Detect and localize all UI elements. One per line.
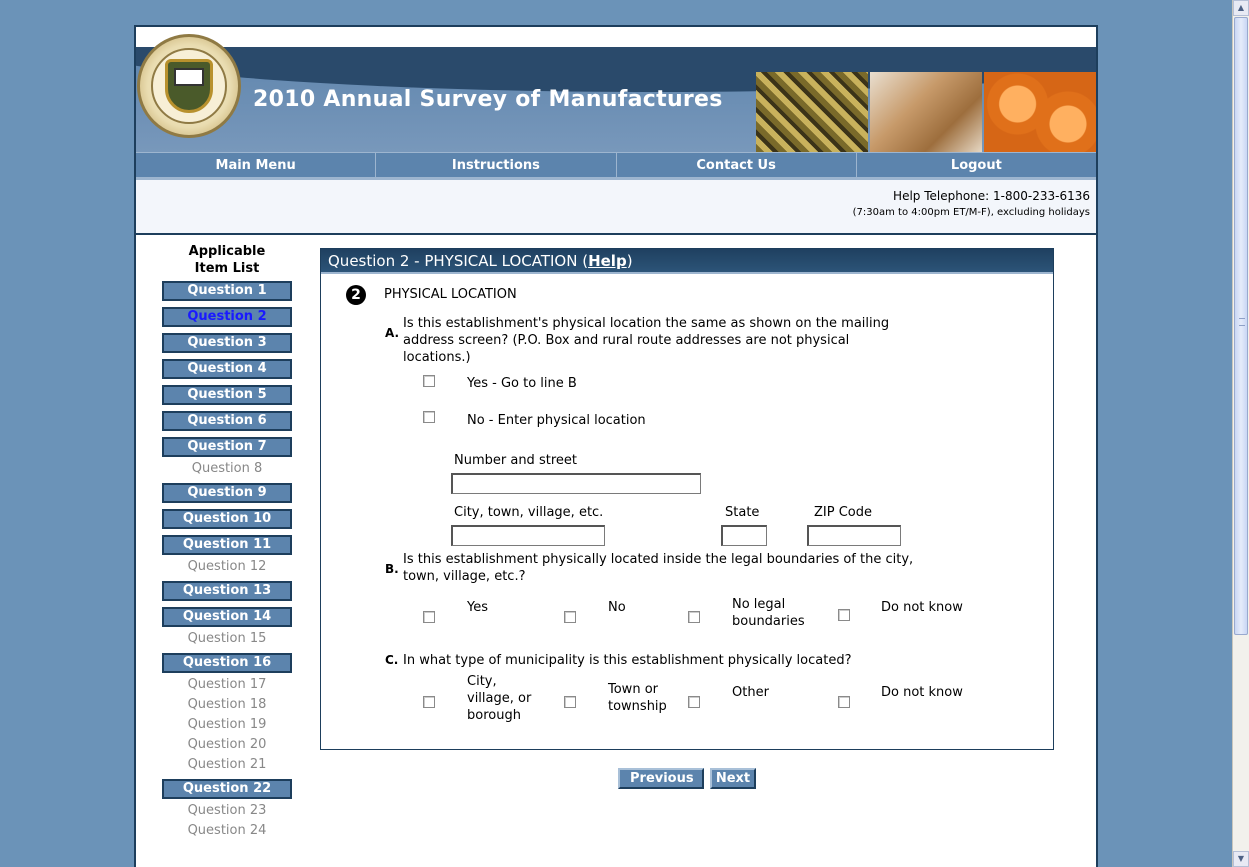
sidebar-title-line2: Item List <box>194 261 260 276</box>
part-a-yes-label: Yes - Go to line B <box>467 376 577 391</box>
sidebar-item-question-2[interactable]: Question 2 <box>162 307 292 327</box>
zip-input[interactable] <box>807 525 901 546</box>
part-b-no-legal-checkbox[interactable] <box>688 611 700 623</box>
sidebar-item-question-6[interactable]: Question 6 <box>162 411 292 431</box>
sidebar-item-question-14[interactable]: Question 14 <box>162 607 292 627</box>
banner-title: 2010 Annual Survey of Manufactures <box>253 87 723 112</box>
sidebar-item-question-16[interactable]: Question 16 <box>162 653 292 673</box>
part-a-question-line2: address screen? (P.O. Box and rural route addresses are not physical <box>403 333 850 348</box>
part-c-city-label-line2: village, or <box>467 691 532 706</box>
part-b-dont-know-label: Do not know <box>881 600 963 615</box>
sidebar-item-question-9[interactable]: Question 9 <box>162 483 292 503</box>
part-c-town-label-line2: township <box>608 699 667 714</box>
sidebar-title-line1: Applicable <box>188 244 266 259</box>
part-c-town-label <box>608 681 667 715</box>
part-b-no-legal-label <box>732 596 805 630</box>
scroll-grip-icon <box>1239 318 1245 326</box>
banner-photo-oranges <box>984 72 1096 152</box>
sidebar-item-question-4[interactable]: Question 4 <box>162 359 292 379</box>
panel-header-close: ) <box>626 252 633 270</box>
census-seal-logo <box>137 34 241 138</box>
sidebar-item-question-19: Question 19 <box>187 717 267 732</box>
sidebar-item-question-13[interactable]: Question 13 <box>162 581 292 601</box>
part-c-city-checkbox[interactable] <box>423 696 435 708</box>
part-a-marker: A. <box>385 326 400 340</box>
section-title: PHYSICAL LOCATION <box>384 287 517 302</box>
sidebar-item-question-7[interactable]: Question 7 <box>162 437 292 457</box>
banner <box>136 27 1096 152</box>
sidebar-item-question-15: Question 15 <box>187 631 267 646</box>
part-a-no-label: No - Enter physical location <box>467 413 646 428</box>
banner-photo-boxes <box>870 72 982 152</box>
state-label: State <box>725 505 760 520</box>
part-a-question <box>403 315 903 366</box>
part-c-other-label: Other <box>732 685 769 700</box>
part-c-city-label-line1: City, <box>467 674 497 689</box>
scroll-up-arrow-icon[interactable]: ▲ <box>1233 0 1249 16</box>
part-b-no-checkbox[interactable] <box>564 611 576 623</box>
nav-instructions[interactable]: Instructions <box>376 153 616 177</box>
part-b-yes-checkbox[interactable] <box>423 611 435 623</box>
panel-header-title: Question 2 - PHYSICAL LOCATION ( <box>328 252 589 270</box>
part-c-city-label <box>467 673 531 724</box>
question-number-badge: 2 <box>346 285 366 305</box>
sidebar-item-question-8: Question 8 <box>191 461 263 476</box>
part-b-question-line1: Is this establishment physically located inside the legal boundaries of the city, <box>403 552 914 567</box>
sidebar-title <box>162 243 292 277</box>
sidebar-item-question-21: Question 21 <box>187 757 267 772</box>
sidebar-item-question-22[interactable]: Question 22 <box>162 779 292 799</box>
scroll-down-arrow-icon[interactable]: ▼ <box>1233 851 1249 867</box>
part-b-no-legal-label-line1: No legal <box>732 597 786 612</box>
part-b-marker: B. <box>385 562 399 576</box>
part-a-question-line3: locations.) <box>403 350 471 365</box>
street-label: Number and street <box>454 453 577 468</box>
sidebar-item-question-23: Question 23 <box>187 803 267 818</box>
sidebar-item-question-18: Question 18 <box>187 697 267 712</box>
previous-button[interactable]: Previous <box>618 768 704 789</box>
pager <box>618 768 756 789</box>
panel-header <box>321 249 1053 274</box>
part-c-question: In what type of municipality is this establishment physically located? <box>403 653 852 668</box>
sidebar-item-question-20: Question 20 <box>187 737 267 752</box>
question-panel <box>320 248 1054 750</box>
part-c-dont-know-checkbox[interactable] <box>838 696 850 708</box>
sidebar-item-question-3[interactable]: Question 3 <box>162 333 292 353</box>
part-c-dont-know-label: Do not know <box>881 685 963 700</box>
sidebar-item-question-5[interactable]: Question 5 <box>162 385 292 405</box>
part-a-no-checkbox[interactable] <box>423 411 435 423</box>
part-b-question-line2: town, village, etc.? <box>403 569 526 584</box>
state-input[interactable] <box>721 525 767 546</box>
sidebar-item-question-24: Question 24 <box>187 823 267 838</box>
part-b-yes-label: Yes <box>467 600 488 615</box>
nav-logout[interactable]: Logout <box>950 158 1002 173</box>
sidebar-item-question-17: Question 17 <box>187 677 267 692</box>
part-a-yes-checkbox[interactable] <box>423 375 435 387</box>
help-link[interactable]: Help <box>588 252 627 270</box>
part-b-no-legal-label-line2: boundaries <box>732 614 805 629</box>
part-c-other-checkbox[interactable] <box>688 696 700 708</box>
city-input[interactable] <box>451 525 605 546</box>
sidebar-item-question-10[interactable]: Question 10 <box>162 509 292 529</box>
part-c-city-label-line3: borough <box>467 708 521 723</box>
nav-main-menu[interactable]: Main Menu <box>136 153 376 177</box>
part-c-town-label-line1: Town or <box>608 682 658 697</box>
sidebar-item-question-11[interactable]: Question 11 <box>162 535 292 555</box>
page-container <box>134 25 1098 867</box>
sidebar-item-question-1[interactable]: Question 1 <box>162 281 292 301</box>
part-b-no-label: No <box>608 600 626 615</box>
street-input[interactable] <box>451 473 701 494</box>
nav-contact-us[interactable]: Contact Us <box>617 153 857 177</box>
part-c-town-checkbox[interactable] <box>564 696 576 708</box>
part-b-question <box>403 551 923 585</box>
city-label: City, town, village, etc. <box>454 505 604 520</box>
sidebar-item-question-12: Question 12 <box>187 559 267 574</box>
applicable-item-list <box>162 243 292 845</box>
part-a-question-line1: Is this establishment's physical location the same as shown on the mailing <box>403 316 890 331</box>
zip-label: ZIP Code <box>814 505 872 520</box>
banner-photo-screws <box>756 72 868 152</box>
main-nav <box>136 152 1096 180</box>
scrollbar-thumb[interactable] <box>1234 17 1248 635</box>
help-hours: (7:30am to 4:00pm ET/M-F), excluding holidays <box>852 207 1090 218</box>
part-c-marker: C. <box>385 653 399 667</box>
part-b-dont-know-checkbox[interactable] <box>838 609 850 621</box>
help-telephone: Help Telephone: 1-800-233-6136 <box>893 189 1090 203</box>
next-button[interactable]: Next <box>710 768 756 789</box>
help-bar <box>136 180 1096 235</box>
vertical-scrollbar[interactable] <box>1232 0 1249 867</box>
